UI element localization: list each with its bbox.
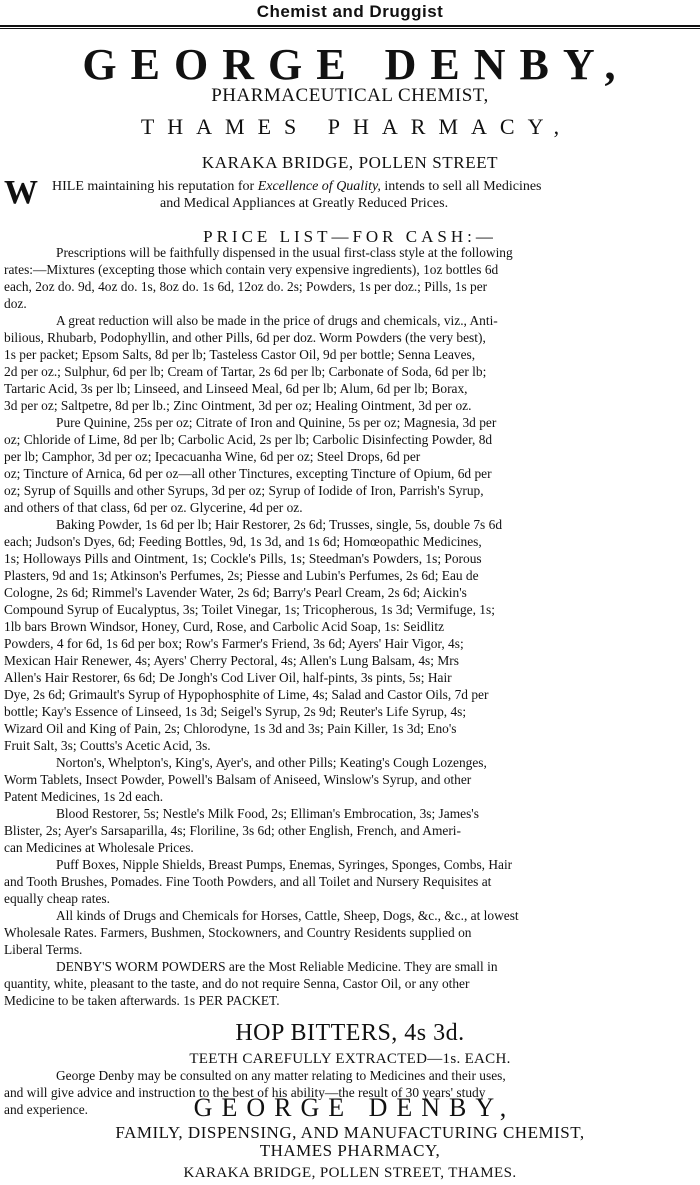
body-line: equally cheap rates. xyxy=(4,891,110,906)
body-line: Dye, 2s 6d; Grimault's Syrup of Hypophosphite of Lime, 4s; Salad and Castor Oils, 7d per xyxy=(4,687,489,702)
body-line: A great reduction will also be made in the price of drugs and chemicals, viz., Anti- xyxy=(56,313,498,328)
body-line: oz; Chloride of Lime, 8d per lb; Carbolic Acid, 2s per lb; Carbolic Disinfecting Powder, 8d xyxy=(4,432,493,447)
drop-cap: W xyxy=(4,174,38,211)
header-rule xyxy=(0,25,700,27)
body-line: can Medicines at Wholesale Prices. xyxy=(4,840,194,855)
advertiser-name: GEORGE DENBY, xyxy=(82,40,630,89)
consult-line: and experience. xyxy=(4,1102,89,1117)
body-line: per lb; Camphor, 3d per oz; Ipecacuanha Wine, 6d per oz; Steel Drops, 6d per xyxy=(4,449,421,464)
body-line: 1s; Holloways Pills and Ointment, 1s; Cockle's Pills, 1s; Steedman's Powders, 1s; Porous xyxy=(4,551,482,566)
address: KARAKA BRIDGE, POLLEN STREET xyxy=(201,153,499,172)
body-line: Tartaric Acid, 3s per lb; Linseed, and Linseed Meal, 6d per lb; Alum, 6d per lb; Borax, xyxy=(4,381,468,396)
body-line: bilious, Rhubarb, Podophyllin, and other Pills, 6d per doz. Worm Powders (the very best), xyxy=(4,330,486,345)
body-line: Allen's Hair Restorer, 6s 6d; De Jongh's Cod Liver Oil, half-pints, 3s pints, 5s; Hair xyxy=(4,670,452,685)
body-line: 2d per oz.; Sulphur, 6d per lb; Cream of Tartar, 2s 6d per lb; Carbonate of Soda, 6d per lb; xyxy=(4,364,487,379)
price-list-body xyxy=(0,244,700,1009)
section-header: Chemist and Druggist xyxy=(256,2,444,21)
header-rule-thin xyxy=(0,28,700,29)
body-line: Blood Restorer, 5s; Nestle's Milk Food, 2s; Elliman's Embrocation, 3s; James's xyxy=(56,806,479,821)
body-line: All kinds of Drugs and Chemicals for Horses, Cattle, Sheep, Dogs, &c., &c., at lowest xyxy=(56,908,519,923)
consult-line: George Denby may be consulted on any matter relating to Medicines and their uses, xyxy=(56,1068,506,1083)
body-line: quantity, white, pleasant to the taste, and do not require Senna, Castor Oil, or any other xyxy=(4,976,470,991)
body-line: Wizard Oil and King of Pain, 2s; Chlorodyne, 1s 3d and 3s; Pain Killer, 1s 3d; Eno's xyxy=(4,721,457,736)
pharmacy-name: THAMES PHARMACY, xyxy=(140,114,573,139)
price-list-heading: PRICE LIST—FOR CASH:— xyxy=(203,227,497,246)
body-line: Wholesale Rates. Farmers, Bushmen, Stockowners, and Country Residents supplied on xyxy=(4,925,472,940)
body-line: 1s per packet; Epsom Salts, 8d per lb; Tasteless Castor Oil, 9d per bottle; Senna Leaves, xyxy=(4,347,476,362)
footer-title: FAMILY, DISPENSING, AND MANUFACTURING CHEMIST, xyxy=(115,1123,585,1142)
body-line: 3d per oz; Saltpetre, 8d per lb.; Zinc Ointment, 3d per oz; Healing Ointment, 3d per oz. xyxy=(4,398,472,413)
body-line: and Tooth Brushes, Pomades. Fine Tooth Powders, and all Toilet and Nursery Requisites at xyxy=(4,874,492,889)
body-line: Blister, 2s; Ayer's Sarsaparilla, 4s; Floriline, 3s 6d; other English, French, and Ameri- xyxy=(4,823,461,838)
body-line: and others of that class, 6d per oz. Glycerine, 4d per oz. xyxy=(4,500,303,515)
teeth-extraction-notice: TEETH CAREFULLY EXTRACTED—1s. EACH. xyxy=(189,1051,511,1067)
advertiser-title: PHARMACEUTICAL CHEMIST, xyxy=(211,85,489,106)
body-line: each, 2oz do. 9d, 4oz do. 1s, 8oz do. 1s 6d, 12oz do. 2s; Powders, 1s per doz.; Pills, 1s per xyxy=(4,279,488,294)
body-line: Powders, 4 for 6d, 1s 6d per box; Row's Farmer's Friend, 3s 6d; Ayers' Hair Vigor, 4s; xyxy=(4,636,464,651)
body-line: Compound Syrup of Eucalyptus, 3s; Toilet Vinegar, 1s; Tricopherous, 1s 3d; Vermifuge, 1s; xyxy=(4,602,495,617)
footer-pharmacy: THAMES PHARMACY, xyxy=(259,1141,441,1160)
body-line: Worm Tablets, Insect Powder, Powell's Balsam of Aniseed, Winslow's Syrup, and other xyxy=(4,772,472,787)
body-line: Baking Powder, 1s 6d per lb; Hair Restorer, 2s 6d; Trusses, single, 5s, double 7s 6d xyxy=(56,517,503,532)
body-line: Puff Boxes, Nipple Shields, Breast Pumps, Enemas, Syringes, Sponges, Combs, Hair xyxy=(56,857,513,872)
body-line: DENBY'S WORM POWDERS are the Most Reliable Medicine. They are small in xyxy=(56,959,498,974)
body-line: Pure Quinine, 25s per oz; Citrate of Iron and Quinine, 5s per oz; Magnesia, 3d per xyxy=(56,415,497,430)
body-line: 1lb bars Brown Windsor, Honey, Curd, Rose, and Carbolic Acid Soap, 1s: Seidlitz xyxy=(4,619,445,634)
body-line: rates:—Mixtures (excepting those which contain very expensive ingredients), 1oz bottles 6d xyxy=(4,262,499,277)
body-line: oz; Tincture of Arnica, 6d per oz—all other Tinctures, excepting Tincture of Opium, 6d per xyxy=(4,466,492,481)
body-line: Norton's, Whelpton's, King's, Ayer's, and other Pills; Keating's Cough Lozenges, xyxy=(56,755,487,770)
body-line: each; Judson's Dyes, 6d; Feeding Bottles, 9d, 1s 3d, and 1s 6d; Homœopathic Medicines, xyxy=(4,534,482,549)
body-line: Fruit Salt, 3s; Coutts's Acetic Acid, 3s. xyxy=(4,738,211,753)
consult-line: and will give advice and instruction to the best of his ability—the result of 30 years' study xyxy=(4,1085,486,1100)
intro-line-1 xyxy=(52,178,542,195)
body-line: oz; Syrup of Squills and other Syrups, 3d per oz; Syrup of Iodide of Iron, Parrish's Syrup, xyxy=(4,483,484,498)
intro-line-2: and Medical Appliances at Greatly Reduced Prices. xyxy=(160,196,449,211)
body-line: doz. xyxy=(4,296,27,311)
footer-address: KARAKA BRIDGE, POLLEN STREET, THAMES. xyxy=(183,1165,517,1181)
body-line: Liberal Terms. xyxy=(4,942,83,957)
body-line: Plasters, 9d and 1s; Atkinson's Perfumes, 2s; Piesse and Lubin's Perfumes, 2s 6d; Eau de xyxy=(4,568,479,583)
intro-emphasis: Excellence of Quality, xyxy=(257,179,381,194)
footer-name: GEORGE DENBY, xyxy=(193,1093,516,1122)
body-line: Medicine to be taken afterwards. 1s PER PACKET. xyxy=(4,993,280,1008)
intro-text-a: HILE maintaining his reputation for xyxy=(52,179,258,194)
body-line: Mexican Hair Renewer, 4s; Ayers' Cherry Pectoral, 4s; Allen's Lung Balsam, 4s; Mrs xyxy=(4,653,459,668)
body-line: Prescriptions will be faithfully dispensed in the usual first-class style at the following xyxy=(56,245,513,260)
intro-text-b: intends to sell all Medicines xyxy=(380,179,542,194)
body-line: bottle; Kay's Essence of Linseed, 1s 3d; Seigel's Syrup, 2s 9d; Reuter's Life Syrup, 4s; xyxy=(4,704,467,719)
body-line: Patent Medicines, 1s 2d each. xyxy=(4,789,164,804)
body-line: Cologne, 2s 6d; Rimmel's Lavender Water, 2s 6d; Barry's Pearl Cream, 2s 6d; Aickin's xyxy=(4,585,467,600)
hop-bitters-heading: HOP BITTERS, 4s 3d. xyxy=(235,1020,465,1046)
